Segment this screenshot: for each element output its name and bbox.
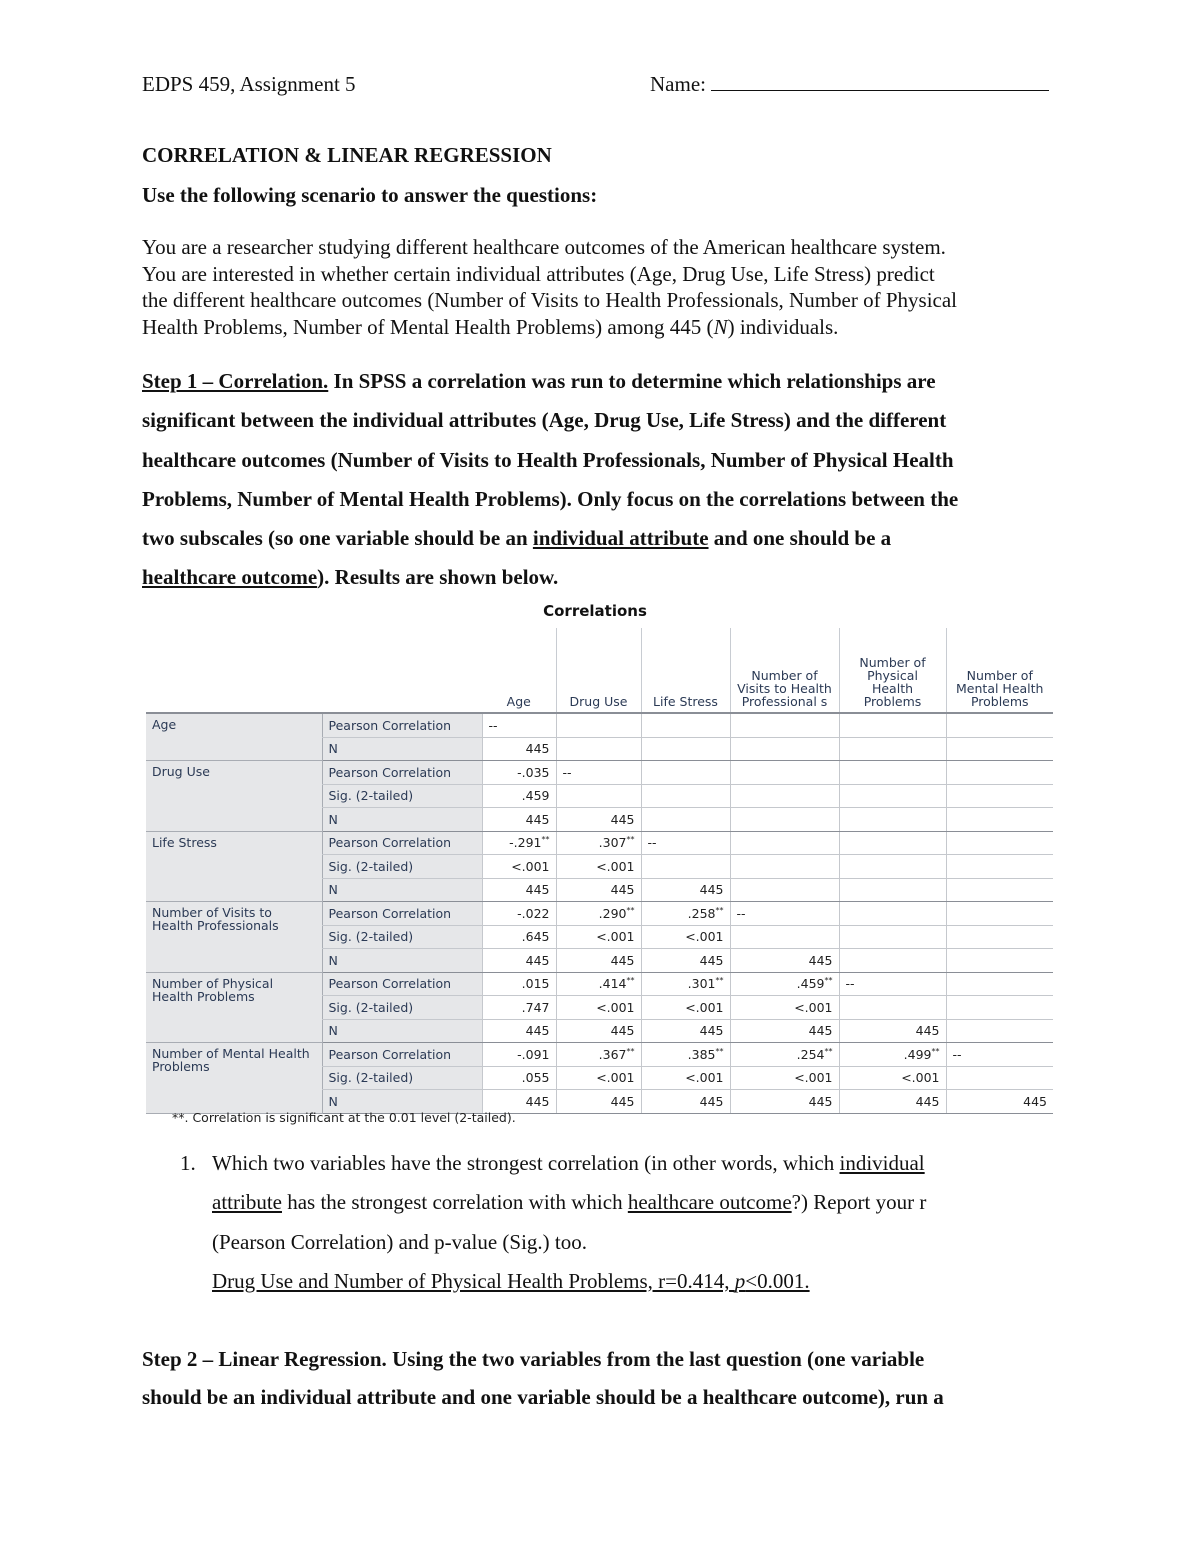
cell: 445 <box>556 1019 641 1043</box>
step2-instructions: Step 2 – Linear Regression. Using the two variables from the last question (one variable should be an individual attribute and one variable should be a healthcare outcome), run a <box>142 1347 944 1409</box>
stat-label: Pearson Correlation <box>322 972 482 996</box>
cell: 445 <box>556 949 641 973</box>
cell: 445 <box>482 949 556 973</box>
cell: -.022 <box>482 902 556 926</box>
cell: .301 <box>687 976 716 992</box>
row-variable: Number of Mental Health Problems <box>146 1043 322 1114</box>
scenario-paragraph <box>142 234 1062 340</box>
cell: -.291 <box>509 835 542 851</box>
step1-instructions: Step 1 – Correlation. In SPSS a correlation was run to determine which relationships are significant between the individual attributes (Age, Drug Use, Life Stress) and the different healthcare outcomes (Number of Visits to Health Professionals, Number of Physical Health Problems, Number of Mental Health Problems). Only focus on the correlations between the two subscales (so one variable should be an individual attribute and one should be a healthcare outcome). Results are shown below. <box>142 369 959 590</box>
table-row: Number of Visits to Health Professionals Pearson Correlation -.022 .290** .258** -- <box>146 902 1053 926</box>
cell: <.001 <box>482 855 556 879</box>
scenario-prompt: Use the following scenario to answer the questions: <box>142 183 598 207</box>
row-variable: Drug Use <box>146 761 322 832</box>
cell: -- <box>556 761 641 785</box>
stat-label: Sig. (2-tailed) <box>322 925 482 949</box>
scenario-n: N <box>713 314 728 339</box>
cell: 445 <box>482 808 556 832</box>
cell: 445 <box>482 878 556 902</box>
cell: .459 <box>482 784 556 808</box>
stat-label: Pearson Correlation <box>322 902 482 926</box>
course-header: EDPS 459, Assignment 5 <box>142 72 356 96</box>
correlations-table <box>146 628 1053 1114</box>
stat-label: Pearson Correlation <box>322 831 482 855</box>
cell: <.001 <box>556 996 641 1020</box>
cell: .747 <box>482 996 556 1020</box>
stat-label: N <box>322 1019 482 1043</box>
cell: .499 <box>903 1046 932 1062</box>
stat-label: N <box>322 1090 482 1114</box>
question-number: 1. <box>180 1151 196 1175</box>
stat-label: Pearson Correlation <box>322 761 482 785</box>
stat-label: N <box>322 808 482 832</box>
table-footnote: **. Correlation is significant at the 0.01 level (2-tailed). <box>172 1110 516 1125</box>
cell: 445 <box>482 737 556 761</box>
cell: .414 <box>598 976 627 992</box>
question-1-answer: Drug Use and Number of Physical Health Problems, r=0.414, p<0.001. <box>212 1268 810 1293</box>
cell: .645 <box>482 925 556 949</box>
cell: 445 <box>641 949 730 973</box>
cell: .290 <box>598 905 627 921</box>
cell: <.001 <box>556 855 641 879</box>
cell: <.001 <box>839 1066 946 1090</box>
cell: <.001 <box>730 1066 839 1090</box>
table-row: Number of Mental Health Problems Pearson Correlation -.091 .367** .385** .254** .499** -- <box>146 1043 1053 1067</box>
cell: -.091 <box>482 1043 556 1067</box>
cell: 445 <box>730 1090 839 1114</box>
cell: 445 <box>556 1090 641 1114</box>
stat-label: N <box>322 949 482 973</box>
cell: -.035 <box>482 761 556 785</box>
stat-label: Sig. (2-tailed) <box>322 996 482 1020</box>
stat-label: Sig. (2-tailed) <box>322 784 482 808</box>
cell: <.001 <box>641 1066 730 1090</box>
step1-label: Step 1 – Correlation. <box>142 369 329 393</box>
row-variable: Number of Visits to Health Professionals <box>146 902 322 973</box>
cell: 445 <box>482 1090 556 1114</box>
column-header: Drug Use <box>556 628 641 713</box>
cell: .459 <box>796 976 825 992</box>
cell: <.001 <box>556 925 641 949</box>
column-header: Number of Visits to Health Professional s <box>730 628 839 713</box>
scenario-line: the different healthcare outcomes (Number of Visits to Health Professionals, Number of Physical <box>142 288 958 312</box>
row-variable: Number of Physical Health Problems <box>146 972 322 1043</box>
stat-label: N <box>322 878 482 902</box>
stat-label: Sig. (2-tailed) <box>322 1066 482 1090</box>
column-header: Number of Mental Health Problems <box>956 668 1044 709</box>
question-1: 1. Which two variables have the strongest correlation (in other words, which individual attribute has the strongest correlation with which healthcare outcome?) Report your r (Pearson Correlation) and p-value (Sig.) too. Drug Use and Number of Physical Health Problems, r=0.414, p<0.001. <box>142 1144 1062 1301</box>
cell: 445 <box>556 878 641 902</box>
row-variable: Age <box>146 713 322 761</box>
cell: <.001 <box>641 996 730 1020</box>
stat-label: N <box>322 737 482 761</box>
cell: <.001 <box>556 1066 641 1090</box>
cell: -- <box>839 972 946 996</box>
cell: .385 <box>687 1046 716 1062</box>
cell: .367 <box>598 1046 627 1062</box>
table-row: Number of Physical Health Problems Pearson Correlation .015 .414** .301** .459** -- <box>146 972 1053 996</box>
stat-label: Sig. (2-tailed) <box>322 855 482 879</box>
cell: 445 <box>839 1019 946 1043</box>
scenario-line: Health Problems, Number of Mental Health Problems) among 445 (N) individuals. <box>142 314 839 339</box>
column-header: Number of Physical Health Problems <box>839 628 946 713</box>
cell: .307 <box>598 835 627 851</box>
cell: 445 <box>730 1019 839 1043</box>
cell: <.001 <box>730 996 839 1020</box>
name-label: Name: <box>650 72 706 96</box>
cell: .258 <box>687 905 716 921</box>
section-title: CORRELATION & LINEAR REGRESSION <box>142 143 552 167</box>
cell: -- <box>946 1043 1053 1067</box>
column-header: Age <box>482 628 556 713</box>
cell: 445 <box>730 949 839 973</box>
cell: 445 <box>641 1090 730 1114</box>
table-title: Correlations <box>543 602 647 620</box>
stat-label: Pearson Correlation <box>322 1043 482 1067</box>
cell: 445 <box>946 1090 1053 1114</box>
cell: <.001 <box>641 925 730 949</box>
column-header: Life Stress <box>641 628 730 713</box>
scenario-line: You are a researcher studying different healthcare outcomes of the American healthcare system. <box>142 235 946 259</box>
stat-label: Pearson Correlation <box>322 713 482 737</box>
cell: .015 <box>482 972 556 996</box>
cell: 445 <box>641 1019 730 1043</box>
name-field <box>650 72 1049 97</box>
cell: -- <box>730 902 839 926</box>
cell: .254 <box>796 1046 825 1062</box>
table-row <box>146 761 1053 785</box>
scenario-line: You are interested in whether certain individual attributes (Age, Drug Use, Life Stress) predict <box>142 261 935 286</box>
name-blank-line <box>711 72 1049 91</box>
cell: -- <box>641 831 730 855</box>
cell: 445 <box>641 878 730 902</box>
table-row: Life Stress Pearson Correlation -.291** .307** -- <box>146 831 1053 855</box>
cell: .055 <box>482 1066 556 1090</box>
cell: 445 <box>482 1019 556 1043</box>
cell: 445 <box>839 1090 946 1114</box>
row-variable: Life Stress <box>146 831 322 902</box>
cell: 445 <box>556 808 641 832</box>
step2-label: Step 2 – Linear Regression. <box>142 1347 387 1371</box>
table-row <box>146 713 1053 737</box>
cell: -- <box>482 713 556 737</box>
